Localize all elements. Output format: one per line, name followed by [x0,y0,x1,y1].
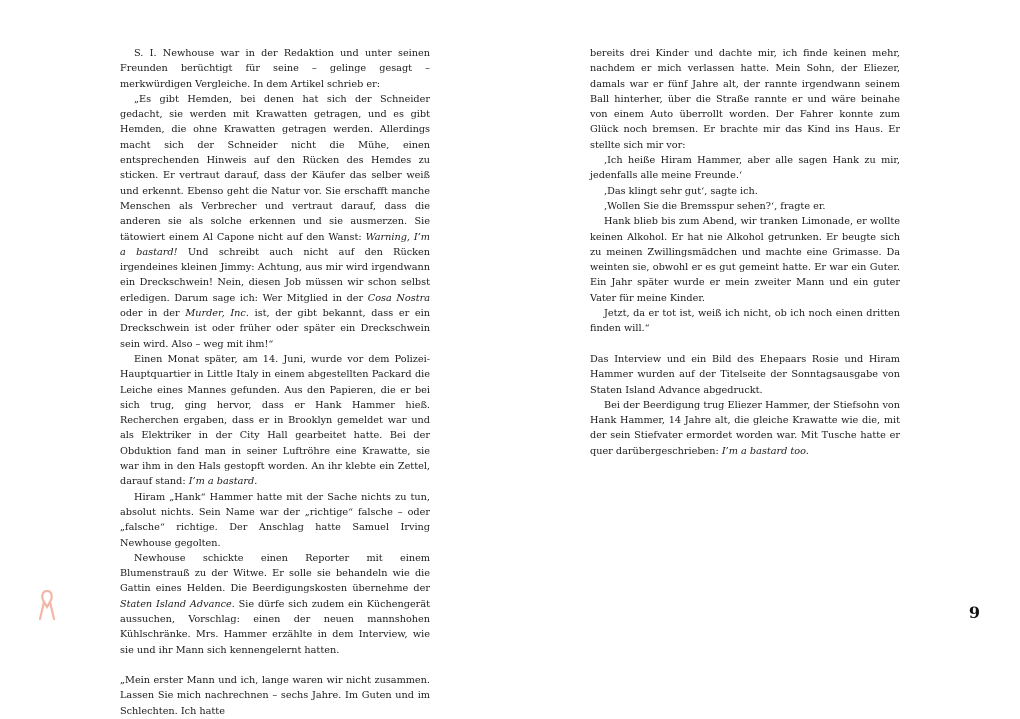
right-text-column [590,46,900,459]
italic-text: Warning, I’m a bastard! [120,231,430,258]
text-segment: ‚Das klingt sehr gut‘, sagte ich. [604,185,758,197]
paragraph [120,46,430,92]
text-segment: Jetzt, da er tot ist, weiß ich nicht, ob ich noch einen dritten finden will.“ [590,308,900,335]
ribbon-icon [38,589,56,621]
text-segment: Bei der Beerdigung trug Eliezer Hammer, der Stiefsohn von Hank Hammer, 14 Jahre alt, die gleiche Krawatte wie die, mit der sein Stiefvater ermordet worden war. Mit Tusche hatte er quer darübergeschrieben: [590,399,900,457]
italic-text: Staten Island Advance. [120,598,235,610]
left-text-column [120,46,430,719]
italic-text: Murder, Inc. [185,308,249,320]
text-segment: oder in der [120,308,186,320]
paragraph [120,490,430,551]
paragraph [590,214,900,306]
paragraph [590,398,900,459]
text-segment: Hiram „Hank“ Hammer hatte mit der Sache nichts zu tun, absolut nichts. Sein Name war der „richtige“ falsche – oder „falsche“ richtige. Der Anschlag hatte Samuel Irving Newhouse gegolten. [120,491,430,549]
paragraph [120,352,430,490]
text-segment: ‚Wollen Sie die Bremsspur sehen?‘, fragte er. [604,200,826,212]
paragraph [590,306,900,337]
paragraph [590,153,900,184]
italic-text: I’m a bastard too. [721,445,809,457]
text-segment: Und schreibt auch nicht auf den Rücken irgendeines kleinen Jimmy: Achtung, aus mir wird irgendwann ein Dreckschwein! Nein, diesen Job müssen wir schon selbst erledigen. Darum sage ich: Wer Mitglied in der [120,246,430,304]
text-segment: „Mein erster Mann und ich, lange waren wir nicht zusammen. Lassen Sie mich nachrechnen – sechs Jahre. Im Guten und im Schlechten. Ich hatte [120,675,430,717]
paragraph [120,551,430,658]
paragraph [590,184,900,199]
italic-text: Cosa Nostra [367,292,430,304]
text-segment: Einen Monat später, am 14. Juni, wurde vor dem Polizei-Hauptquartier in Little Italy in einem abgestellten Packard die Leiche eines Mannes gefunden. Aus den Papieren, die er bei sich trug, ging hervor, dass er Hank Hammer hieß. Recherchen ergaben, dass er in Brooklyn gemeldet war und als Elektriker in der City Hall gearbeitet hatte. Bei der Obduktion fand man in seiner Luftröhre eine Krawatte, sie war ihm in den Hals gestopft worden. An ihr klebte ein Zettel, darauf stand: [120,353,430,488]
paragraph [120,92,430,352]
paragraph [590,352,900,398]
text-segment: ‚Ich heiße Hiram Hammer, aber alle sagen Hank zu mir, jedenfalls alle meine Freunde.‘ [590,155,900,182]
italic-text: I’m a bastard. [188,476,258,488]
text-segment: ist, der gibt bekannt, dass er ein Dreckschwein ist oder früher oder später ein Dreckschwein sein wird. Also – weg mit ihm!“ [120,308,430,350]
text-segment: S. I. Newhouse war in der Redaktion und unter seinen Freunden berüchtigt für seine – gelinge gesagt – merkwürdigen Vergleiche. In dem Artikel schrieb er: [120,48,430,90]
page-number: 9 [968,603,980,622]
paragraph [590,46,900,153]
text-segment: „Es gibt Hemden, bei denen hat sich der Schneider gedacht, sie werden mit Krawatten getragen, und es gibt Hemden, die ohne Krawatten getragen werden. Allerdings macht sich der Schneider nicht die Mühe, einen entsprechenden Hinweis auf den Rücken des Hemdes zu sticken. Er vertraut darauf, dass der Käufer das selber weiß und erkennt. Ebenso geht die Natur vor. Sie erschafft manche Menschen als Verbrecher und vertraut darauf, dass die anderen sie als solche erkennen und sie ausmerzen. Sie tätowiert einem Al Capone nicht auf den Wanst: [120,93,430,243]
text-segment: Newhouse schickte einen Reporter mit einem Blumenstrauß zu der Witwe. Er solle sie behandeln wie die Gattin eines Helden. Die Beerdigungskosten übernehme der [120,552,430,595]
text-segment: Das Interview und ein Bild des Ehepaars Rosie und Hiram Hammer wurden auf der Titelseite der Sonntagsausgabe von Staten Island Advance abgedruckt. [590,353,900,396]
text-segment: Sie dürfe sich zudem ein Küchengerät aussuchen, Vorschlag: einen der neuen mannshohen Kühlschränke. Mrs. Hammer erzählte in dem Interview, wie sie und ihr Mann sich kennengelernt hatten. [120,598,430,656]
paragraph [120,673,430,719]
text-segment: bereits drei Kinder und dachte mir, ich finde keinen mehr, nachdem er mich verlassen hatte. Mein Sohn, der Eliezer, damals war er fünf Jahre alt, der rannte irgendwann seinem Ball hinterher, über die Straße rannte er und wäre beinahe von einem Auto überrollt worden. Der Fahrer konnte zum Glück noch bremsen. Er brachte mir das Kind ins Haus. Er stellte sich mir vor: [590,48,900,151]
paragraph [590,199,900,214]
text-segment: Hank blieb bis zum Abend, wir tranken Limonade, er wollte keinen Alkohol. Er hat nie Alkohol getrunken. Er beugte sich zu meinen Zwillingsmädchen und machte eine Grimasse. Da weinten sie, obwohl er es gut gemeint hatte. Er war ein Guter. Ein Jahr später wurde er mein zweiter Mann und ein guter Vater für meine Kinder. [590,216,900,304]
